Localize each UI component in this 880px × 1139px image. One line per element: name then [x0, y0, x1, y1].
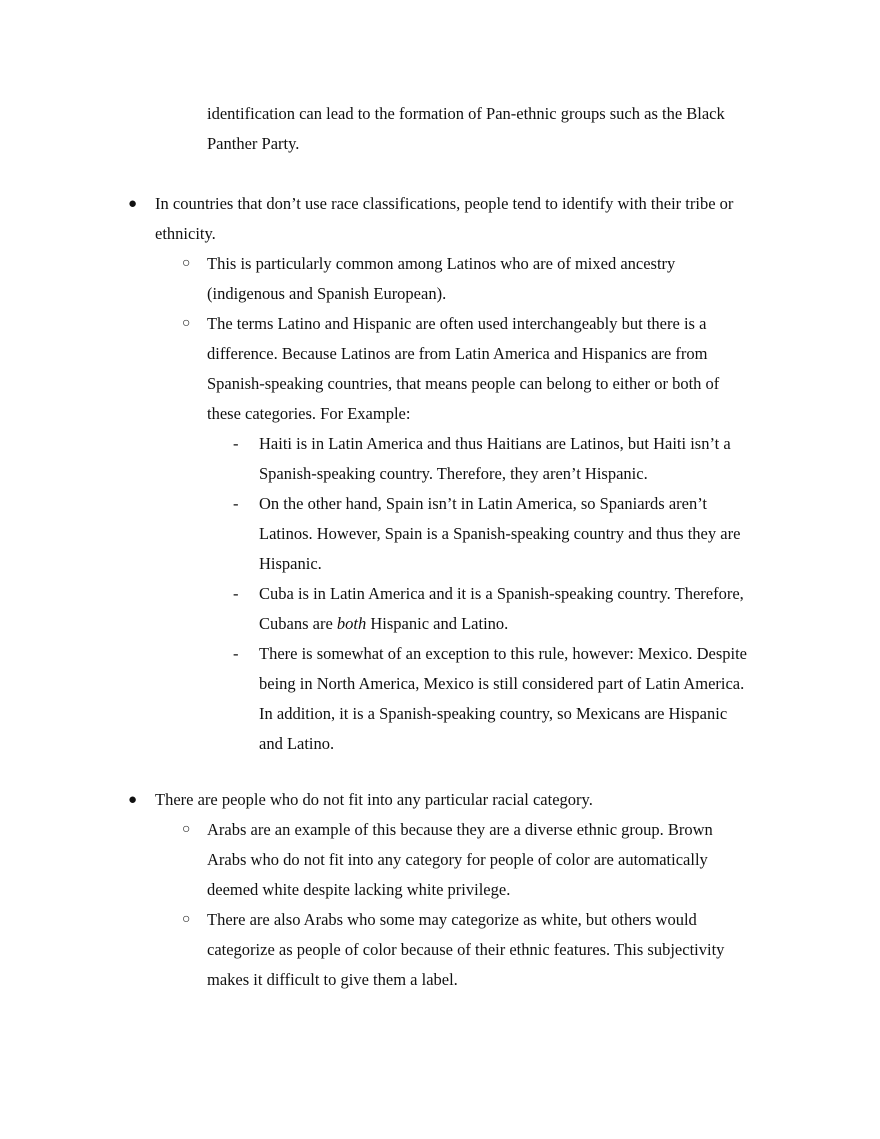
- sub-bullet-marker: ○: [182, 822, 191, 837]
- sub-bullet-marker: ○: [182, 912, 191, 927]
- dash-item-cuba: [259, 579, 744, 639]
- text-line: Latinos. However, Spain is a Spanish-speaking country and thus they are: [259, 524, 741, 543]
- bullet-item-no-category: [155, 785, 593, 815]
- text-line: In addition, it is a Spanish-speaking country, so Mexicans are Hispanic: [259, 704, 728, 723]
- bullet-marker: ●: [128, 196, 138, 212]
- sub-bullet-marker: ○: [182, 316, 191, 331]
- text-line: makes it difficult to give them a label.: [207, 970, 458, 989]
- text-line: Panther Party.: [207, 134, 300, 153]
- text-segment: Hispanic and Latino.: [366, 614, 509, 633]
- text-line: This is particularly common among Latinos who are of mixed ancestry: [207, 254, 676, 273]
- text-line: deemed white despite lacking white privilege.: [207, 880, 511, 899]
- text-line: difference. Because Latinos are from Latin America and Hispanics are from: [207, 344, 708, 363]
- text-line: Hispanic.: [259, 554, 322, 573]
- dash-marker: -: [233, 584, 239, 603]
- text-segment: Cubans are: [259, 614, 337, 633]
- text-line: Spanish-speaking countries, that means people can belong to either or both of: [207, 374, 720, 393]
- text-line: Arabs are an example of this because they are a diverse ethnic group. Brown: [207, 820, 713, 839]
- text-line: Cuba is in Latin America and it is a Spanish-speaking country. Therefore,: [259, 584, 744, 603]
- text-line: and Latino.: [259, 734, 335, 753]
- text-line: Haiti is in Latin America and thus Haitians are Latinos, but Haiti isn’t a: [259, 434, 731, 453]
- bullet-item-race-classification: [155, 189, 733, 249]
- text-line: ethnicity.: [155, 224, 216, 243]
- sub-bullet-arabs-diverse: [207, 815, 713, 905]
- emphasis-text: both: [336, 614, 367, 633]
- bullet-marker: ●: [128, 792, 138, 808]
- dash-marker: -: [233, 434, 239, 453]
- dash-marker: -: [233, 494, 239, 513]
- text-line: There are people who do not fit into any particular racial category.: [155, 790, 593, 809]
- text-line: these categories. For Example:: [207, 404, 411, 423]
- dash-item-spain: [259, 489, 740, 579]
- dash-marker: -: [233, 644, 239, 663]
- text-line: categorize as people of color because of their ethnic features. This subjectivity: [207, 940, 725, 959]
- sub-bullet-arabs-subjectivity: [207, 905, 724, 995]
- text-line: There are also Arabs who some may categorize as white, but others would: [207, 910, 697, 929]
- text-line: The terms Latino and Hispanic are often used interchangeably but there is a: [207, 314, 707, 333]
- dash-item-haiti: [259, 429, 731, 489]
- text-line: being in North America, Mexico is still considered part of Latin America.: [259, 674, 745, 693]
- text-line: On the other hand, Spain isn’t in Latin America, so Spaniards aren’t: [259, 494, 708, 513]
- dash-item-mexico: [259, 639, 747, 759]
- sub-bullet-latino-hispanic: [207, 309, 719, 429]
- text-line: There is somewhat of an exception to this rule, however: Mexico. Despite: [259, 644, 747, 663]
- sub-bullet-marker: ○: [182, 256, 191, 271]
- text-line: [259, 609, 744, 639]
- text-line: Spanish-speaking country. Therefore, they aren’t Hispanic.: [259, 464, 648, 483]
- text-line: Arabs who do not fit into any category for people of color are automatically: [207, 850, 708, 869]
- text-line: (indigenous and Spanish European).: [207, 284, 447, 303]
- text-line: identification can lead to the formation of Pan-ethnic groups such as the Black: [207, 104, 725, 123]
- sub-bullet-mixed-ancestry: [207, 249, 675, 309]
- continued-list-item: [207, 99, 725, 159]
- text-line: In countries that don’t use race classifications, people tend to identify with their tribe or: [155, 194, 734, 213]
